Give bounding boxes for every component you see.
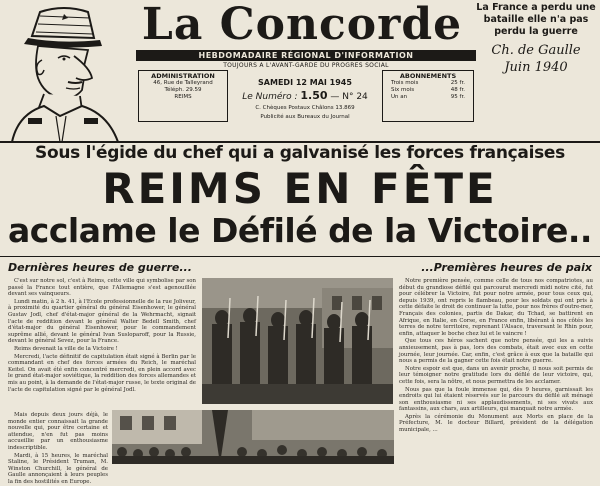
administration-address: 46, Rue de Talleyrand (153, 80, 213, 86)
price-label: Le Numéro : (242, 92, 298, 102)
cheque-info: C. Chèques Postaux Châlons 13.869 (255, 105, 355, 111)
headline-main: REIMS EN FÊTE (102, 164, 498, 213)
administration-city: REIMS (174, 94, 192, 100)
abonnement-price: 25 fr. (450, 80, 465, 86)
administration-box (138, 70, 228, 122)
abonnement-label: Trois mois (391, 80, 419, 86)
newspaper-tagline: TOUJOURS A L'AVANT-GARDE DU PROGRES SOCIAL (223, 62, 389, 69)
issue-date: SAMEDI 12 MAI 1945 (258, 78, 352, 87)
article-paragraph: Mardi, à 15 heures, le maréchal Staline, le Président Truman, M. Winston Churchill, le général de Gaulle annonçaient à leurs peuples la fin des hostilités en Europe. (8, 452, 108, 485)
article-paragraph: Nous pas que la foule immense qui, dès 9 heures, garnissait les endroits qui lui étaient réservés sur le parcours du défilé ait ménagé son enthousiasme ni ses applaudissements, ni ses vivats aux fantassins, aux chars, aux artilleurs, qui manquait notre armée. (399, 386, 593, 413)
quote-author: Ch. de Gaulle (491, 43, 581, 58)
article-paragraph: Mais depuis deux jours déjà, le monde entier connaissait la grande nouvelle qui, pour être certaine et attendue, n'en fut pas moins accueillie par un enthousiasme indescriptible. (8, 412, 108, 451)
abonnement-price: 48 fr. (450, 87, 465, 93)
headline-secondary: acclame le Défilé de la Victoire.. (8, 211, 592, 250)
article-left-continued (8, 412, 108, 485)
abonnement-row (383, 80, 473, 87)
headline-overline: Sous l'égide du chef qui a galvanisé les forces françaises (35, 143, 565, 163)
newspaper-title: La Concorde (141, 0, 463, 50)
subhead-right: ...Premières heures de paix (421, 261, 592, 274)
issue-info (230, 78, 380, 120)
abonnements-heading: ABONNEMENTS (399, 72, 457, 80)
subhead-left: Dernières heures de guerre... (8, 261, 192, 274)
abonnement-row (383, 94, 473, 101)
de-gaulle-portrait (4, 6, 126, 142)
administration-phone: Téléph. 29.59 (164, 87, 202, 93)
price-value: 1.50 (300, 89, 328, 102)
headline-divider (0, 256, 600, 257)
article-paragraph: Reims devenait la ville de la Victoire ! (14, 345, 118, 352)
issue-price-line (230, 89, 380, 102)
article-paragraph: Mercredi, l'acte définitif de capitulation était signé à Berlin par le commandant en chef des forces armées du Reich, le maréchal Keitel. On avait été enfin concentré mercredi, en plein accord avec le grand état-major soviétique, la reddition des forces allemandes et mis au point, à la demande de l'état-major russe, le texte original de l'acte de capitulation signé par le général Jodl. (8, 353, 196, 393)
quote-text: La France a perdu une bataille elle n'a pas perdu la guerre (476, 2, 596, 37)
article-paragraph: Après la cérémonie du Monument aux Morts en place de la Préfecture, M. le docteur Billard, président de la délégation municipale, ... (399, 413, 593, 434)
newspaper-subtitle: HEBDOMADAIRE RÉGIONAL D'INFORMATION (136, 50, 476, 61)
article-paragraph: Notre espoir est que, dans un avenir proche, il nous soit permis de leur témoigner notre gratitude lors du défilé de leur victoire, qui, cette fois, sera la nôtre, et nous permettra de les acclamer. (399, 365, 593, 385)
article-paragraph: Lundi matin, à 2 h. 41, à l'Ecole professionnelle de la rue Joliveur, à proximité du quartier général du général Eisenhower, le général Gustav Jodl, chef d'état-major général de la Wehrmacht, signait l'acte de reddition devant le général Walter Bedell Smith, chef d'état-major du général Eisenhower, pour le commandement suprême allié, devant le général Ivan Susloparoff, pour la Russie, devant le général Sevez, pour la France. (8, 298, 196, 345)
abonnement-price: 95 fr. (450, 94, 465, 100)
administration-heading: ADMINISTRATION (151, 72, 215, 80)
abonnements-box (382, 70, 474, 122)
abonnement-label: Six mois (391, 87, 415, 93)
article-left (8, 278, 196, 410)
abonnement-label: Un an (391, 94, 408, 100)
crowd-photo (112, 410, 394, 464)
article-paragraph: Notre première pensée, comme celle de tous nos compatriotes, au début du grandiose défilé qui parcourut mercredi midi notre cité, fut pour célébrer la Victoire, fut pour notre armée, pour tous ceux qui, depuis 1939, ont repris le flambeau, pour les soldats qui ont pris à cette défaite le droit de continuer la lutte, pour nos frères d'outre-mer, Français des colonies, partis de Dakar, du Tchad, se battirent en Afrique, en Italie, en Corse, en France enfin, libérant à nos côtés les terres de notre territoire, reprenant l'Alsace, traversant le Rhin pour, enfin, attaquer le boche chez lui et le vaincre ! (399, 278, 593, 337)
article-paragraph: C'est sur notre sol, c'est à Reims, cette ville qui symbolise par son passé la France tout entière, que l'Allemagne s'est agenouillée devant ses vainqueurs. (8, 278, 196, 298)
abonnement-row (383, 87, 473, 94)
article-paragraph: Que tous ces héros sachent que notre pensée, qui les a suivis anxieusement, pas à pas, lors des combats, était avec eux en cette journée, leur journée. Car, enfin, c'est grâce à eux que la bataille qui nous a permis de la gagner cette fois était notre guerre. (399, 338, 593, 365)
article-right (399, 278, 593, 464)
publicite-info: Publicité aux Bureaux du Journal (260, 114, 350, 120)
parade-photo (202, 278, 393, 404)
quote-date: Juin 1940 (504, 60, 568, 75)
issue-number: — N° 24 (330, 92, 368, 102)
de-gaulle-quote (476, 2, 596, 112)
